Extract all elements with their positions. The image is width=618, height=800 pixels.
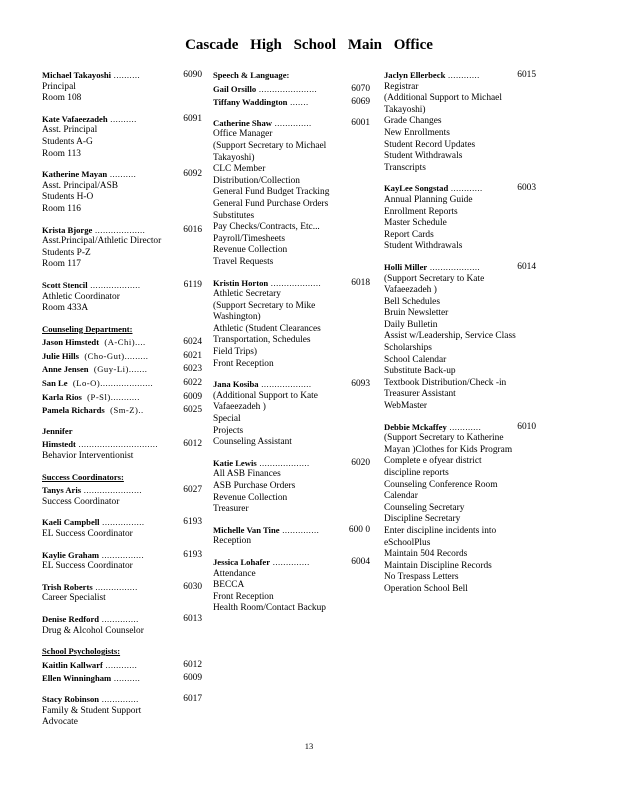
phone-extension: 6003 xyxy=(517,183,536,194)
staff-name-line xyxy=(42,70,202,82)
staff-name-line xyxy=(42,392,202,404)
duty-line: Calendar xyxy=(384,491,418,502)
staff-name-line xyxy=(42,337,202,349)
duty-line: Athletic Secretary xyxy=(213,289,281,300)
duty-line: Athletic (Student Clearances xyxy=(213,323,321,334)
duty-line: Health Room/Contact Backup xyxy=(213,603,326,614)
directory-entry xyxy=(213,458,370,516)
directory-entry xyxy=(42,351,202,363)
directory-entry xyxy=(42,472,202,484)
duty-line: Student Record Updates xyxy=(384,139,476,150)
staff-name-line xyxy=(384,183,536,195)
duty-line: Attendance xyxy=(213,568,256,579)
duty-line: Vafaeezadeh ) xyxy=(384,285,437,296)
section-heading: School Psychologists: xyxy=(42,646,121,657)
leader-dots: ................... xyxy=(268,277,322,288)
leader-dots: .............. xyxy=(270,556,310,567)
staff-name: Pamela Richards xyxy=(42,405,105,416)
phone-extension: 6093 xyxy=(351,379,370,390)
duty-line: Treasurer Assistant xyxy=(384,389,456,400)
leader-dots: .......... xyxy=(111,673,141,684)
leader-dots: ................... xyxy=(258,379,312,390)
duty-line: (Support Secretary to Katherine xyxy=(384,433,504,444)
directory-entry xyxy=(42,169,202,215)
duty-line: Athletic Coordinator xyxy=(42,291,120,302)
directory-entry xyxy=(42,392,202,404)
staff-name-line xyxy=(42,614,202,626)
phone-extension: 6009 xyxy=(183,391,202,402)
staff-name: Tanys Aris xyxy=(42,485,82,496)
duty-line: Daily Bulletin xyxy=(384,319,438,330)
directory-entry xyxy=(42,225,202,271)
phone-extension: 6020 xyxy=(351,457,370,468)
duty-line: EL Success Coordinator xyxy=(42,529,133,539)
staff-name-line xyxy=(42,485,202,497)
duty-line: Career Specialist xyxy=(42,593,106,604)
directory-entry xyxy=(42,405,202,417)
directory-entry xyxy=(384,183,536,253)
leader-dots: ............ xyxy=(446,421,482,432)
staff-name-line xyxy=(42,280,202,292)
directory-entry xyxy=(42,550,202,573)
staff-name: Kristin Horton xyxy=(213,277,269,288)
directory-entry xyxy=(213,379,370,449)
phone-extension: 6119 xyxy=(183,279,202,290)
duty-line: Textbook Distribution/Check -in xyxy=(384,377,507,388)
phone-extension: 6092 xyxy=(183,169,202,180)
leader-dots: .......... xyxy=(107,169,137,180)
duty-line: Scholarships xyxy=(384,343,432,354)
duty-line: Transportation, Schedules xyxy=(213,335,311,346)
staff-name: Himstedt xyxy=(42,439,76,450)
column-1 xyxy=(42,70,202,738)
directory-entry xyxy=(213,557,370,615)
duty-line: Behavior Interventionist xyxy=(42,451,134,462)
duty-line: School Calendar xyxy=(384,354,447,365)
phone-extension: 6015 xyxy=(517,70,536,80)
leader-dots: .............. xyxy=(99,613,139,624)
duty-line: Success Coordinator xyxy=(42,496,120,507)
duty-line: No Trespass Letters xyxy=(384,572,459,583)
duty-line: Student Withdrawals xyxy=(384,241,463,252)
directory-entry xyxy=(42,582,202,605)
leader-dots: .......... xyxy=(111,70,141,80)
duty-line: Projects xyxy=(213,425,244,436)
staff-name-line xyxy=(213,557,370,569)
staff-name: Karla Rios xyxy=(42,391,82,402)
duty-line: Bruin Newsletter xyxy=(384,308,449,319)
staff-name: Ellen Winningham xyxy=(42,673,112,684)
staff-name: KayLee Songstad xyxy=(384,183,449,194)
leader-dots: ............ xyxy=(448,183,483,194)
staff-name-line xyxy=(42,439,202,451)
staff-name: Anne Jensen xyxy=(42,364,89,375)
staff-name-line xyxy=(42,351,202,363)
leader-dots: ................ xyxy=(92,581,138,592)
leader-dots: ................ xyxy=(99,549,145,560)
column-3 xyxy=(384,70,536,605)
duty-line: CLC Member xyxy=(213,164,266,175)
duty-line: (Support Secretary to Michael xyxy=(213,140,327,151)
duty-line: General Fund Purchase Orders xyxy=(213,198,329,209)
staff-name: Gail Orsillo xyxy=(213,83,257,94)
phone-extension: 6090 xyxy=(183,70,202,80)
staff-name: Katherine Mayan xyxy=(42,169,108,180)
duty-line: (Additional Support to Kate xyxy=(213,390,318,401)
staff-name: Krista Bjorge xyxy=(42,224,93,235)
section-heading: Success Coordinators: xyxy=(42,471,124,482)
directory-entry xyxy=(42,646,202,658)
phone-extension: 6016 xyxy=(183,224,202,235)
staff-name: Stacy Robinson xyxy=(42,693,100,704)
phone-extension: 6027 xyxy=(183,485,202,496)
phone-extension: 6010 xyxy=(517,421,536,432)
staff-name: Kaeli Campbell xyxy=(42,517,100,528)
phone-extension: 6004 xyxy=(351,556,370,567)
staff-name-line xyxy=(213,379,370,391)
duty-line: Substitute Back-up xyxy=(384,366,456,377)
staff-name-line xyxy=(42,114,202,126)
leader-dots: .............. xyxy=(271,117,312,128)
duty-line: Travel Requests xyxy=(213,256,274,267)
duty-line: eSchoolPlus xyxy=(384,537,431,548)
duty-line: Discipline Secretary xyxy=(384,514,461,525)
directory-entry xyxy=(42,114,202,160)
phone-extension: 6017 xyxy=(183,693,202,704)
duty-line: Vafaeezadeh ) xyxy=(213,402,266,413)
leader-dots: (Cho-Gut)......... xyxy=(79,350,149,361)
duty-line: Revenue Collection xyxy=(213,245,288,256)
duty-line: Room 117 xyxy=(42,259,81,270)
phone-extension: 6001 xyxy=(351,117,370,128)
phone-extension: 6021 xyxy=(183,350,202,361)
duty-line: Distribution/Collection xyxy=(213,175,300,186)
duty-line: ASB Purchase Orders xyxy=(213,481,296,491)
staff-name: Trish Roberts xyxy=(42,581,93,592)
directory-entry xyxy=(42,364,202,376)
phone-extension: 6018 xyxy=(351,277,370,288)
duty-line: Family & Student Support xyxy=(42,705,142,716)
directory-entry xyxy=(42,70,202,105)
duty-line: Payroll/Timesheets xyxy=(213,233,286,244)
duty-line: Complete e ofyear district xyxy=(384,456,482,467)
staff-name-line xyxy=(42,517,202,529)
staff-name: Denise Redford xyxy=(42,613,100,624)
directory-entry xyxy=(42,673,202,685)
staff-name-line xyxy=(42,550,202,562)
duty-line: Counseling Conference Room xyxy=(384,479,498,490)
leader-dots: .............. xyxy=(279,524,320,535)
duty-line: Asst. Principal/ASB xyxy=(42,180,119,191)
duty-line: Enter discipline incidents into xyxy=(384,525,497,536)
duty-line: Revenue Collection xyxy=(213,492,288,503)
duty-line: Student Withdrawals xyxy=(384,151,463,162)
leader-dots: ................... xyxy=(92,224,146,235)
staff-name: Jana Kosiba xyxy=(213,379,259,390)
staff-name-line xyxy=(42,364,202,376)
staff-name: Scott Stencil xyxy=(42,279,88,290)
duty-line: Takayoshi) xyxy=(213,152,255,163)
duty-line: All ASB Finances xyxy=(213,469,281,480)
page-number: 13 xyxy=(304,741,314,751)
directory-entry xyxy=(42,694,202,729)
staff-name: Michelle Van Tine xyxy=(213,524,280,535)
phone-extension: 6025 xyxy=(183,405,202,416)
leader-dots: (Lo-O).................... xyxy=(67,378,154,389)
duty-line: (Support Secretary to Mike xyxy=(213,300,316,311)
directory-entry xyxy=(42,660,202,672)
phone-extension: 6022 xyxy=(183,378,202,389)
staff-name-line xyxy=(42,426,202,438)
staff-name: Kaylie Graham xyxy=(42,549,100,560)
leader-dots: ................... xyxy=(256,457,310,468)
directory-entry xyxy=(213,118,370,269)
directory-entry xyxy=(42,517,202,540)
leader-dots: (Sm-Z).. xyxy=(104,405,144,416)
staff-name: San Le xyxy=(42,378,68,389)
duty-line: WebMaster xyxy=(384,401,427,412)
staff-name: Debbie Mckaffey xyxy=(384,421,447,432)
staff-name-line xyxy=(213,278,370,290)
directory-entry xyxy=(42,378,202,390)
duty-line: Mayan )Clothes for Kids Program xyxy=(384,444,513,455)
staff-name: Catherine Shaw xyxy=(213,117,272,128)
phone-extension: 6012 xyxy=(183,439,202,450)
directory-entry xyxy=(42,426,202,438)
directory-entry xyxy=(42,485,202,508)
column-2 xyxy=(213,70,370,624)
staff-name-line xyxy=(384,422,536,434)
duty-line: Counseling Assistant xyxy=(213,437,292,448)
leader-dots: (Guy-Li)....... xyxy=(88,364,148,375)
phone-extension: 6091 xyxy=(183,113,202,124)
duty-line: Pay Checks/Contracts, Etc... xyxy=(213,222,320,233)
staff-name-line xyxy=(384,262,536,274)
duty-line: Enrollment Reports xyxy=(384,206,458,217)
duty-line: Registrar xyxy=(384,81,419,92)
duty-line: Room 433A xyxy=(42,303,89,314)
duty-line: Students P-Z xyxy=(42,247,91,258)
phone-extension: 6024 xyxy=(183,337,202,348)
directory-entry xyxy=(42,614,202,637)
directory-entry xyxy=(384,422,536,596)
staff-name: Michael Takayoshi xyxy=(42,70,112,80)
duty-line: Treasurer xyxy=(213,504,249,515)
duty-line: Report Cards xyxy=(384,229,434,240)
leader-dots: .............. xyxy=(99,693,139,704)
duty-line: Grade Changes xyxy=(384,116,442,127)
leader-dots: ...................... xyxy=(256,83,318,94)
phone-extension: 6012 xyxy=(183,659,202,670)
duty-line: Annual Planning Guide xyxy=(384,194,473,205)
section-heading: Speech & Language: xyxy=(213,70,290,80)
directory-entry xyxy=(42,439,202,462)
staff-name-line xyxy=(42,169,202,181)
staff-name-line xyxy=(213,458,370,470)
leader-dots: .......... xyxy=(107,113,137,124)
duty-line: Front Reception xyxy=(213,591,274,602)
phone-extension: 6193 xyxy=(183,517,202,528)
staff-name-line xyxy=(213,118,370,130)
page-title: Cascade High School Main Office xyxy=(185,37,433,53)
duty-line: Asst.Principal/Athletic Director xyxy=(42,236,162,247)
staff-name: Julie Hills xyxy=(42,350,80,361)
directory-entry xyxy=(42,280,202,315)
staff-name-line xyxy=(42,694,202,706)
leader-dots: ................... xyxy=(427,261,481,272)
staff-name-line xyxy=(42,378,202,390)
directory-entry xyxy=(213,97,370,109)
duty-line: Washington) xyxy=(213,312,261,323)
directory-entry xyxy=(42,324,202,336)
staff-name: Kaitlin Kallwarf xyxy=(42,659,103,670)
staff-name: Tiffany Waddington xyxy=(213,97,288,108)
duty-line: New Enrollments xyxy=(384,127,450,138)
directory-entry xyxy=(213,278,370,371)
leader-dots: (P-Sl)........... xyxy=(81,391,140,402)
leader-dots: ...................... xyxy=(81,485,143,496)
staff-name: Katie Lewis xyxy=(213,457,257,468)
staff-name: Jaclyn Ellerbeck xyxy=(384,70,446,80)
phone-extension: 6009 xyxy=(183,673,202,684)
directory-entry xyxy=(213,84,370,96)
staff-name: Holli Miller xyxy=(384,261,428,272)
directory-entry xyxy=(42,337,202,349)
duty-line: Advocate xyxy=(42,717,78,728)
leader-dots: ............ xyxy=(445,70,480,80)
duty-line: Room 116 xyxy=(42,203,81,214)
duty-line: Students H-O xyxy=(42,192,94,203)
duty-line: Counseling Secretary xyxy=(384,502,465,513)
duty-line: (Support Secretary to Kate xyxy=(384,273,485,284)
staff-name-line xyxy=(42,225,202,237)
staff-name-line xyxy=(213,84,370,96)
duty-line: Maintain Discipline Records xyxy=(384,560,492,571)
staff-name: Kate Vafaeezadeh xyxy=(42,113,108,124)
directory-entry xyxy=(384,262,536,413)
leader-dots: ....... xyxy=(287,97,309,108)
phone-extension: 6193 xyxy=(183,549,202,560)
duty-line: General Fund Budget Tracking xyxy=(213,187,330,198)
duty-line: discipline reports xyxy=(384,468,449,478)
phone-extension: 600 0 xyxy=(348,524,370,535)
duty-line: Office Manager xyxy=(213,129,273,140)
staff-name: Jason Himstedt xyxy=(42,337,100,348)
duty-line: Room 108 xyxy=(42,93,82,104)
leader-dots: ................... xyxy=(87,279,141,290)
duty-line: Master Schedule xyxy=(384,218,447,229)
directory-entry xyxy=(384,70,536,174)
staff-name-line xyxy=(42,660,202,672)
duty-line: Reception xyxy=(213,536,252,547)
staff-name-line xyxy=(42,673,202,685)
section-heading: Counseling Department: xyxy=(42,323,133,334)
duty-line: Asst. Principal xyxy=(42,125,98,136)
duty-line: Principal xyxy=(42,81,76,92)
leader-dots: .............................. xyxy=(75,439,159,450)
leader-dots: ................ xyxy=(99,517,145,528)
staff-name-line xyxy=(384,70,536,82)
duty-line: Bell Schedules xyxy=(384,296,440,307)
leader-dots: (A-Chi).... xyxy=(99,337,146,348)
phone-extension: 6030 xyxy=(183,581,202,592)
duty-line: Assist w/Leadership, Service Class xyxy=(384,331,516,342)
duty-line: Field Trips) xyxy=(213,347,258,358)
duty-line: Room 113 xyxy=(42,148,81,159)
duty-line: Maintain 504 Records xyxy=(384,549,468,560)
staff-name-line xyxy=(42,582,202,594)
staff-name: Jennifer xyxy=(42,425,73,436)
duty-line: Front Reception xyxy=(213,358,274,369)
duty-line: Takayoshi) xyxy=(384,104,426,115)
duty-line: EL Success Coordinator xyxy=(42,561,133,572)
phone-extension: 6070 xyxy=(351,83,370,94)
leader-dots xyxy=(73,426,202,438)
duty-line: Students A-G xyxy=(42,136,93,147)
duty-line: Special xyxy=(213,414,241,425)
phone-extension: 6014 xyxy=(517,261,536,272)
staff-name-line xyxy=(42,405,202,417)
directory-entry xyxy=(213,70,370,82)
phone-extension: 6069 xyxy=(351,97,370,108)
duty-line: Drug & Alcohol Counselor xyxy=(42,625,144,636)
staff-name-line xyxy=(213,97,370,109)
duty-line: BECCA xyxy=(213,580,245,591)
directory-entry xyxy=(213,525,370,548)
staff-name: Jessica Lohafer xyxy=(213,556,271,567)
duty-line: (Additional Support to Michael xyxy=(384,93,502,104)
duty-line: Transcripts xyxy=(384,162,426,173)
phone-extension: 6023 xyxy=(183,364,202,375)
phone-extension: 6013 xyxy=(183,613,202,624)
staff-name-line xyxy=(213,525,370,537)
leader-dots: ............ xyxy=(102,659,138,670)
duty-line: Substitutes xyxy=(213,210,255,221)
duty-line: Operation School Bell xyxy=(384,583,468,594)
